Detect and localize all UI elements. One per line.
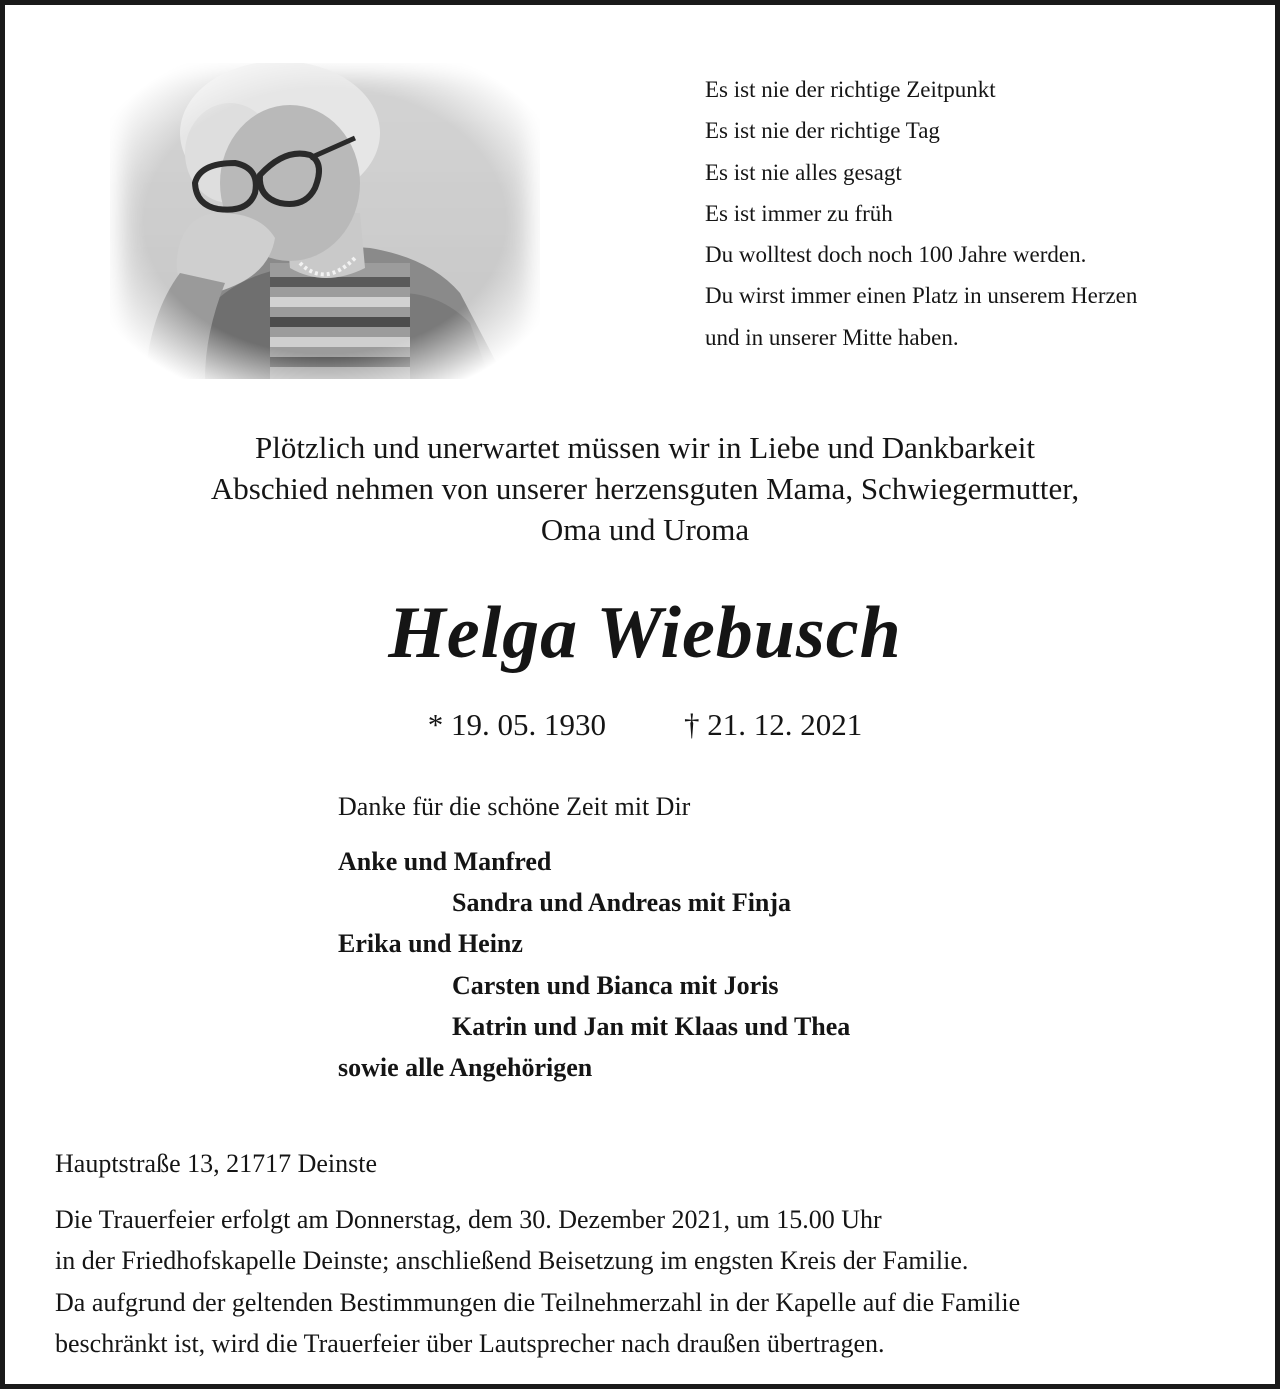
poem	[705, 69, 1137, 358]
thanks-line: Danke für die schöne Zeit mit Dir	[338, 792, 691, 821]
portrait-photo	[110, 63, 540, 379]
mourner-entry: sowie alle Angehörigen	[338, 1053, 593, 1083]
intro-line: Oma und Uroma	[540, 512, 750, 547]
mourner-entry: Katrin und Jan mit Klaas und Thea	[452, 1011, 851, 1041]
funeral-service-info	[55, 1199, 1020, 1365]
life-dates	[5, 705, 1280, 745]
poem-line: Du wolltest doch noch 100 Jahre werden.	[705, 242, 1087, 268]
mourner-entry: Erika und Heinz	[338, 929, 523, 959]
service-line: Da aufgrund der geltenden Bestimmungen die Teilnehmerzahl in der Kapelle auf die Familie	[55, 1287, 1021, 1317]
mourner-entry: Anke und Manfred	[338, 847, 552, 876]
death-date: † 21. 12. 2021	[684, 707, 863, 742]
intro-line: Abschied nehmen von unserer herzensguten Mama, Schwiegermutter,	[210, 471, 1080, 506]
poem-line: Du wirst immer einen Platz in unserem Herzen	[705, 283, 1138, 309]
intro-line: Plötzlich und unerwartet müssen wir in Liebe und Dankbarkeit	[255, 430, 1035, 465]
mourner-entry: Carsten und Bianca mit Joris	[452, 970, 779, 1000]
poem-line: Es ist nie der richtige Tag	[705, 118, 940, 144]
address: Hauptstraße 13, 21717 Deinste	[55, 1149, 378, 1178]
portrait-photo-icon	[110, 63, 540, 379]
service-line: in der Friedhofskapelle Deinste; anschließend Beisetzung im engsten Kreis der Familie.	[55, 1246, 969, 1276]
deceased-name: Helga Wiebusch	[388, 592, 902, 674]
birth-date: * 19. 05. 1930	[427, 707, 606, 742]
service-line: Die Trauerfeier erfolgt am Donnerstag, dem 30. Dezember 2021, um 15.00 Uhr	[55, 1205, 882, 1234]
mourner-entry: Sandra und Andreas mit Finja	[452, 888, 792, 918]
poem-line: und in unserer Mitte haben.	[705, 324, 959, 350]
poem-line: Es ist nie alles gesagt	[705, 159, 902, 185]
service-line: beschränkt ist, wird die Trauerfeier über Lautsprecher nach draußen übertragen.	[55, 1329, 885, 1359]
intro-text	[5, 427, 1280, 550]
poem-line: Es ist nie der richtige Zeitpunkt	[705, 77, 996, 102]
mourners-list	[338, 841, 850, 1088]
poem-line: Es ist immer zu früh	[705, 200, 893, 226]
